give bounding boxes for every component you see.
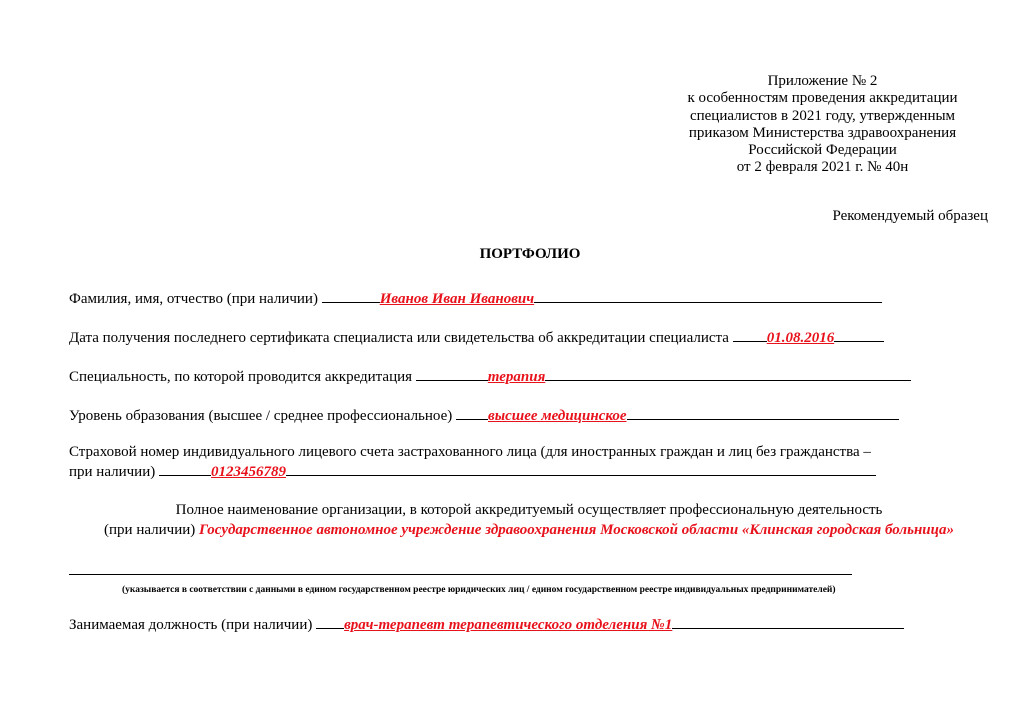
page-title: ПОРТФОЛИО	[479, 246, 581, 262]
snils-label-line2: при наличии)	[69, 464, 156, 480]
appendix-line: приказом Министерства здравоохранения	[688, 124, 957, 141]
cert-date-row	[69, 328, 884, 347]
appendix-line: специалистов в 2021 году, утвержденным	[689, 107, 956, 124]
sample-label: Рекомендуемый образец	[832, 208, 988, 224]
fio-label: Фамилия, имя, отчество (при наличии)	[69, 291, 318, 307]
education-underline-pre	[456, 406, 488, 420]
snils-underline-pre	[159, 462, 211, 476]
fio-underline-post	[534, 289, 882, 303]
fio-value: Иванов Иван Иванович	[379, 291, 535, 307]
position-value: врач-терапевт терапевтического отделения №1	[344, 617, 673, 633]
cert-date-underline-post	[834, 328, 884, 342]
specialty-value: терапия	[487, 369, 546, 385]
position-underline-post	[672, 615, 904, 629]
specialty-underline-post	[545, 367, 911, 381]
snils-row	[69, 462, 876, 481]
education-underline-post	[627, 406, 899, 420]
position-row	[69, 615, 904, 634]
organization-row	[69, 521, 989, 540]
specialty-underline-pre	[416, 367, 488, 381]
cert-date-label: Дата получения последнего сертификата специалиста или свидетельства об аккредитации специалиста	[69, 330, 729, 346]
appendix-line: к особенностям проведения аккредитации	[687, 90, 958, 107]
appendix-line: Российской Федерации	[748, 142, 897, 159]
position-underline-pre	[316, 615, 344, 629]
education-value: высшее медицинское	[488, 408, 627, 424]
education-label: Уровень образования (высшее / среднее профессиональное)	[69, 408, 453, 424]
snils-value: 0123456789	[210, 464, 286, 480]
snils-label-line1: Страховой номер индивидуального лицевого счета застрахованного лица (для иностранных граждан и лиц без гражданства –	[69, 444, 871, 460]
specialty-label: Специальность, по которой проводится аккредитация	[69, 369, 413, 385]
appendix-line: Приложение № 2	[767, 73, 878, 89]
specialty-row	[69, 367, 911, 386]
fio-row	[69, 289, 882, 308]
snils-underline-post	[286, 462, 876, 476]
appendix-header	[600, 73, 1024, 177]
cert-date-underline-pre	[733, 328, 767, 342]
organization-underline	[69, 574, 852, 575]
fio-underline-pre	[322, 289, 380, 303]
organization-prefix: (при наличии)	[104, 522, 196, 538]
cert-date-value: 01.08.2016	[766, 330, 835, 346]
organization-note: (указывается в соответствии с данными в едином государственном реестре юридических лиц / едином государственном реестре индивидуальных предпринимателей)	[122, 585, 836, 595]
organization-label: Полное наименование организации, в которой аккредитуемый осуществляет профессиональную деятельность	[175, 502, 883, 518]
education-row	[69, 406, 899, 425]
organization-value: Государственное автономное учреждение здравоохранения Московской области «Клинская городская больница»	[199, 522, 954, 538]
position-label: Занимаемая должность (при наличии)	[69, 617, 313, 633]
appendix-line: от 2 февраля 2021 г. № 40н	[736, 159, 909, 176]
